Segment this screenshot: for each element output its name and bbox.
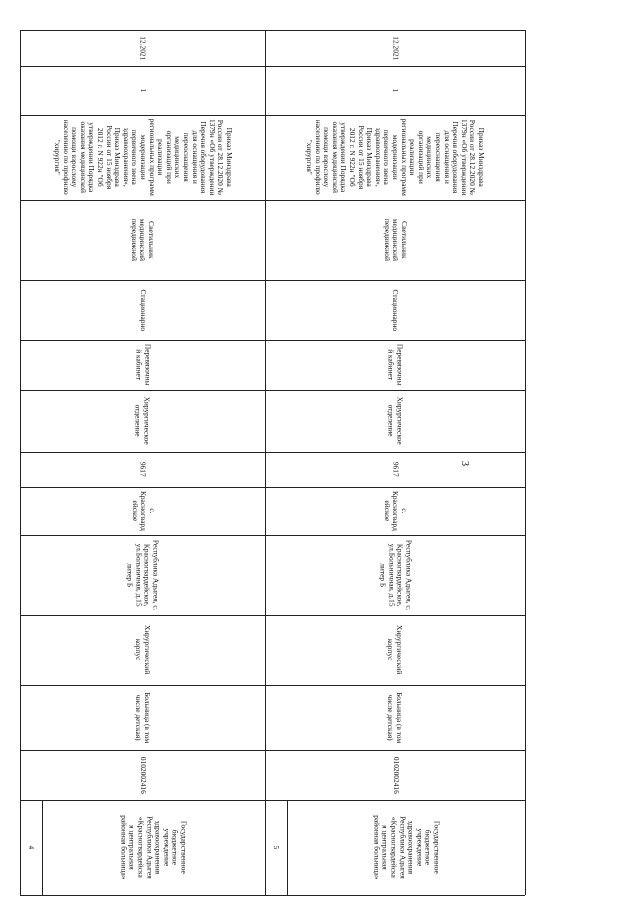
cell-room [265, 340, 525, 390]
cell-text-org: Государственное бюджетное учреждение здравоохранения Республики Адыгея «Красногвардейска я центральная районная больница» [119, 815, 189, 880]
equipment-table [20, 30, 525, 895]
cell-code [265, 750, 525, 800]
cell-text-date: 12.2021 [138, 35, 148, 61]
cell-care [265, 280, 525, 340]
cell-no [265, 800, 287, 895]
cell-no [20, 800, 42, 895]
cell-text-kind: Больница (в том числе детская) [134, 691, 153, 744]
cell-room [20, 340, 265, 390]
cell-address [265, 535, 525, 615]
cell-text-locality: с. Красногвард ейское [382, 491, 409, 531]
cell-dept [265, 390, 525, 452]
cell-text-care: Стационарно [391, 289, 401, 331]
table-rule [20, 895, 525, 896]
cell-text-dept: Хирургическое отделение [386, 396, 405, 446]
cell-text-care: Стационарно [138, 289, 148, 331]
cell-basis [265, 115, 525, 200]
cell-dept [20, 390, 265, 452]
cell-text-basis: Приказ Минздрава России от 28.12.2020 № 1379н «Об утверждении Перечня оборудования для оснащения и переоснащения медицинских организаций при реализации региональных программ модернизации первичного звена здравоохранения», Приказ Минздрава России от 15 ноября 2012 г. N 922н "Об утверждении Порядка оказания медицинской помощи взрослому населению по профилю "хирургия" [52, 118, 234, 197]
cell-locality [20, 487, 265, 535]
cell-text-qty: 1 [138, 88, 148, 93]
cell-text-date: 12.2021 [391, 35, 401, 61]
cell-qty [265, 66, 525, 115]
cell-text-kind: Больница (в том числе детская) [387, 691, 405, 744]
cell-date [265, 30, 525, 66]
cell-oktmo [265, 452, 525, 487]
cell-text-building: Хирургический корпус [134, 625, 153, 675]
row-number: 4 [27, 845, 37, 850]
cell-equipment [265, 200, 525, 280]
cell-text-code: 0102002416 [138, 756, 148, 794]
page-number: 3 [459, 461, 470, 466]
cell-text-org: Государственное бюджетное учреждение здравоохранения Республики Адыгея «Красногвардейска я центральная районная больница» [372, 815, 442, 880]
cell-building [20, 615, 265, 685]
cell-kind [265, 685, 525, 750]
table-rule [525, 30, 526, 895]
cell-date [20, 30, 265, 66]
cell-equipment [20, 200, 265, 280]
cell-address [20, 535, 265, 615]
cell-text-oktmo: 9617 [138, 462, 148, 477]
cell-care [20, 280, 265, 340]
cell-text-building: Хирургический корпус [386, 625, 405, 675]
cell-text-address: Республика Адыгея, с. Красногвардейское, ул.Больничная, д.15 литер Б [378, 539, 414, 611]
cell-text-code: 0102002416 [391, 756, 401, 794]
cell-text-dept: Хирургическое отделение [134, 396, 153, 446]
cell-text-room: Перевязочны й кабинет [387, 344, 405, 386]
cell-building [265, 615, 525, 685]
cell-oktmo [20, 452, 265, 487]
cell-text-equipment: Светильник медицинский передвижной [382, 218, 409, 262]
cell-text-room: Перевязочны й кабинет [134, 344, 153, 386]
cell-text-address: Республика Адыгея, с. Красногвардейское, ул.Больничная, д.15 литер Б [125, 539, 161, 611]
cell-basis [20, 115, 265, 200]
cell-org [287, 800, 525, 895]
cell-kind [20, 685, 265, 750]
cell-text-oktmo: 9617 [391, 462, 401, 477]
cell-locality [265, 487, 525, 535]
cell-text-qty: 1 [391, 88, 401, 93]
cell-org [42, 800, 265, 895]
cell-text-basis: Приказ Минздрава России от 28.12.2020 № 1379н «Об утверждении Перечня оборудования для оснащения и переоснащения медицинских организаций при реализации региональных программ модернизации первичного звена здравоохранения», Приказ Минздрава России от 15 ноября 2012 г. N 922н "Об утверждении Порядка оказания медицинской помощи взрослому населению по профилю "хирургия" [305, 118, 487, 197]
cell-text-equipment: Светильник медицинский передвижной [130, 218, 157, 262]
cell-qty [20, 66, 265, 115]
cell-text-locality: с. Красногвард ейское [130, 491, 157, 531]
cell-code [20, 750, 265, 800]
row-number: 5 [272, 845, 282, 850]
